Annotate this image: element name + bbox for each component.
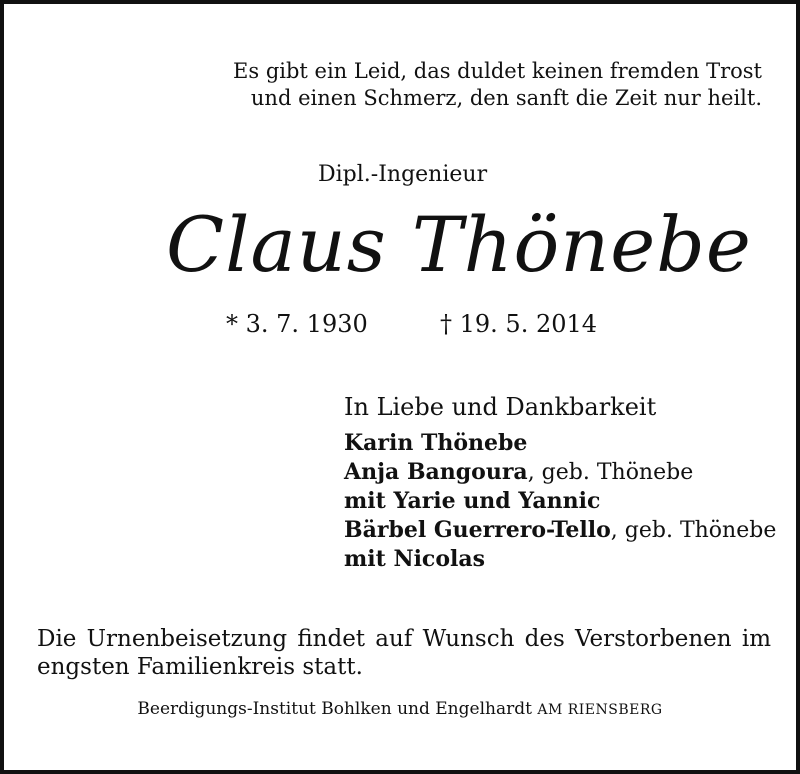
mourners-intro: In Liebe und Dankbarkeit <box>344 393 657 421</box>
mourner-line <box>344 487 776 516</box>
funeral-home <box>4 699 796 719</box>
mourner-name: Bärbel Guerrero-Tello <box>344 517 611 543</box>
mourner-name: Anja Bangoura <box>344 459 528 485</box>
burial-notice <box>37 625 771 681</box>
mourner-note: , geb. Thönebe <box>610 518 777 543</box>
burial-notice-line-2: engsten Familienkreis statt. <box>37 654 363 680</box>
death-date: † 19. 5. 2014 <box>440 310 598 338</box>
funeral-home-name: Beerdigungs-Institut Bohlken und Engelhardt <box>137 699 532 719</box>
mourners-list <box>344 429 776 574</box>
birth-date: * 3. 7. 1930 <box>226 310 368 338</box>
mourner-note: , geb. Thönebe <box>527 460 694 485</box>
quote-line-2: und einen Schmerz, den sanft die Zeit nur heilt. <box>250 86 762 110</box>
mourner-name: mit Yarie und Yannic <box>344 488 601 514</box>
mourner-line <box>344 429 776 458</box>
burial-notice-line-1: Die Urnenbeisetzung findet auf Wunsch des Verstorbenen im <box>37 626 771 652</box>
quote-line-1: Es gibt ein Leid, das duldet keinen fremden Trost <box>233 59 762 83</box>
mourner-line <box>344 458 776 487</box>
quote <box>233 58 762 112</box>
mourner-line <box>344 516 776 545</box>
mourner-line <box>344 545 776 574</box>
mourner-name: mit Nicolas <box>344 546 485 572</box>
funeral-home-location: AM RIENSBERG <box>537 702 663 718</box>
deceased-name: Claus Thönebe <box>166 200 752 289</box>
academic-title: Dipl.-Ingenieur <box>318 162 488 187</box>
mourner-name: Karin Thönebe <box>344 430 528 456</box>
